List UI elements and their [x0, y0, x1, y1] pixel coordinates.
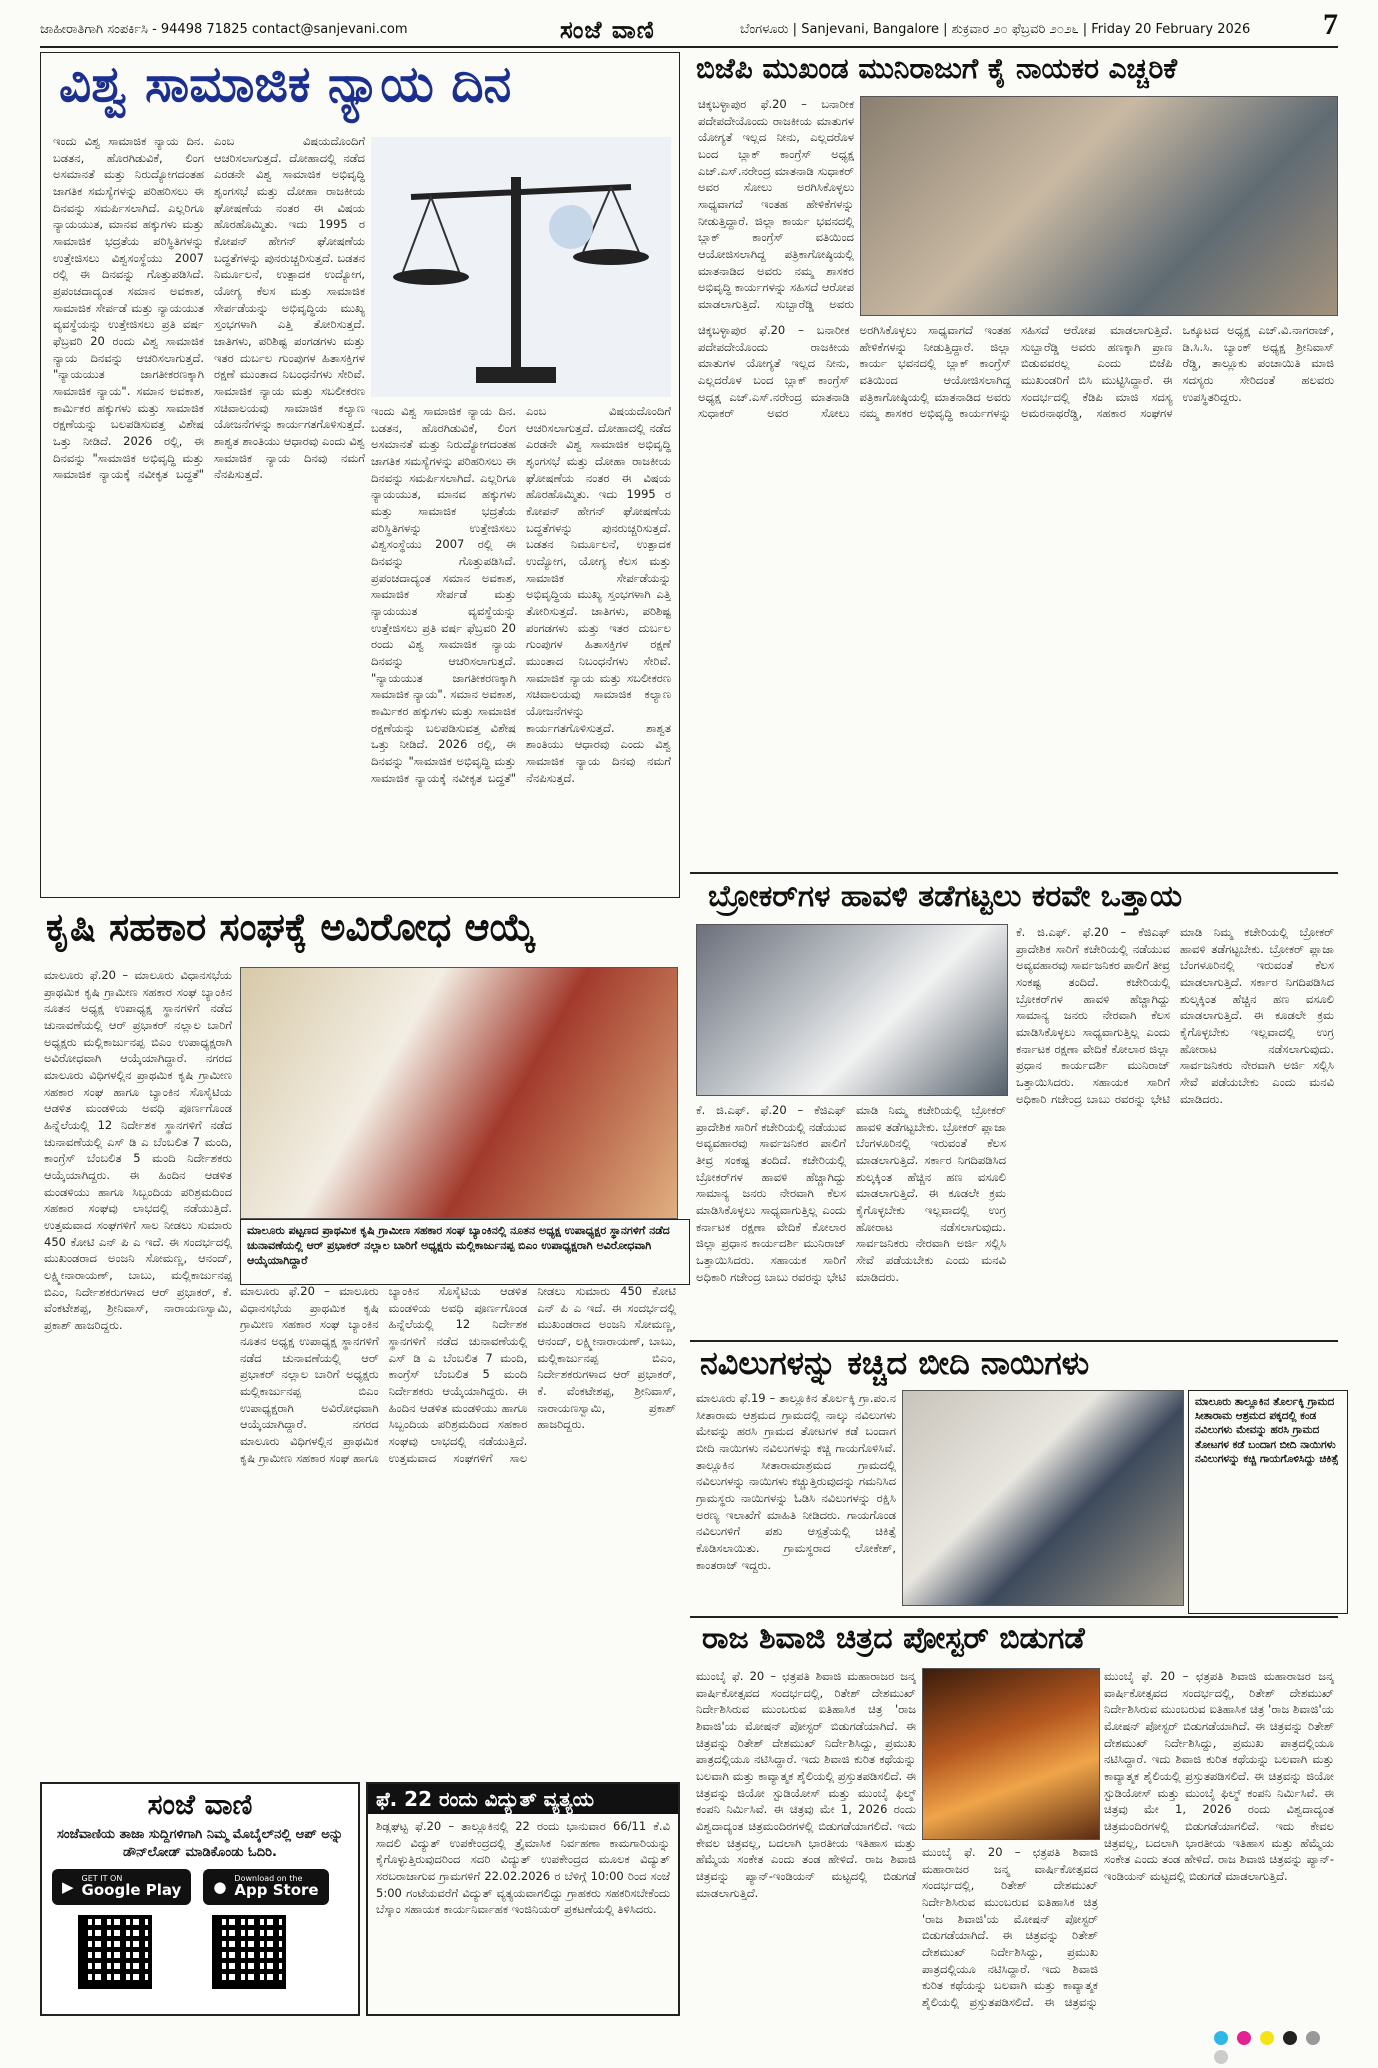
article-krishi — [40, 905, 680, 1775]
scale-illustration — [371, 137, 671, 397]
apple-icon: ● — [213, 1878, 227, 1897]
article-peacock — [690, 1340, 1338, 1610]
masthead-dateline: ಬೆಂಗಳೂರು | Sanjevani, Bangalore | ಶುಕ್ರವಾರ ೨೦ ಫೆಬ್ರವರಿ ೨೦೨೬ | Friday 20 February 2026 — [740, 22, 1251, 37]
headline-shivaji: ರಾಜ ಶಿವಾಜಿ ಚಿತ್ರದ ಪೋಸ್ಟರ್ ಬಿಡುಗಡೆ — [690, 1616, 1338, 1659]
light-grey-dot — [1214, 2050, 1228, 2064]
body-broker-right: ಕೆ. ಜಿ.ಎಫ್. ಫೆ.20 – ಕೆಜಿಎಫ್ ಪ್ರಾದೇಶಿಕ ಸಾರಿಗೆ ಕಚೇರಿಯಲ್ಲಿ ನಡೆಯುವ ಅವ್ಯವಹಾರವು ಸಾರ್ವಜನಿಕರ ಪಾಲಿಗೆ ತೀವ್ರ ಸಂಕಷ್ಟ ತಂದಿದೆ. ಕಚೇರಿಯಲ್ಲಿ ಬ್ರೋಕರ್‌ಗಳ ಹಾವಳಿ ಹೆಚ್ಚಾಗಿದ್ದು ಸಾಮಾನ್ಯ ಜನರು ನೇರವಾಗಿ ಕೆಲಸ ಮಾಡಿಸಿಕೊಳ್ಳಲು ಸಾಧ್ಯವಾಗುತ್ತಿಲ್ಲ ಎಂದು ಕರ್ನಾಟಕ ರಕ್ಷಣಾ ವೇದಿಕೆ ಕೋಲಾರ ಜಿಲ್ಲಾ ಪ್ರಧಾನ ಕಾರ್ಯದರ್ಶಿ ಮುನಿರಾಜ್ ಒತ್ತಾಯಿಸಿದರು. ಸಹಾಯಕ ಸಾರಿಗೆ ಅಧಿಕಾರಿ ಗಜೇಂದ್ರ ಬಾಬು ರವರನ್ನು ಭೇಟಿ ಮಾಡಿ ನಿಮ್ಮ ಕಚೇರಿಯಲ್ಲಿ ಬ್ರೋಕರ್ ಹಾವಳಿ ತಡೆಗಟ್ಟಬೇಕು. ಬ್ರೋಕರ್ ಪ್ಲಾಜಾ ಬೆಂಗಳೂರಿನಲ್ಲಿ ಇರುವಂತೆ ಕೆಲಸ ಮಾಡಲಾಗುತ್ತಿದೆ. ಸರ್ಕಾರ ನಿಗದಿಪಡಿಸಿದ ಶುಲ್ಕಕ್ಕಿಂತ ಹೆಚ್ಚಿನ ಹಣ ವಸೂಲಿ ಮಾಡಲಾಗುತ್ತಿದೆ. ಈ ಕೂಡಲೇ ಕ್ರಮ ಕೈಗೊಳ್ಳಬೇಕು ಇಲ್ಲವಾದಲ್ಲಿ ಉಗ್ರ ಹೋರಾಟ ನಡೆಸಲಾಗುವುದು. ಸಾರ್ವಜನಿಕರು ನೇರವಾಗಿ ಅರ್ಜಿ ಸಲ್ಲಿಸಿ ಸೇವೆ ಪಡೆಯಬೇಕು ಎಂದು ಮನವಿ ಮಾಡಿದರು. — [1016, 925, 1334, 1106]
body-krishi-left: ಮಾಲೂರು ಫೆ.20 – ಮಾಲೂರು ವಿಧಾನಸಭೆಯ ಪ್ರಾಥಮಿಕ ಕೃಷಿ ಗ್ರಾಮೀಣ ಸಹಕಾರ ಸಂಘ ಬ್ಯಾಂಕಿನ ನೂತನ ಅಧ್ಯಕ್ಷ ಉಪಾಧ್ಯಕ್ಷ ಸ್ಥಾನಗಳಿಗೆ ನಡೆದ ಚುನಾವಣೆಯಲ್ಲಿ ಆರ್ ಪ್ರಭಾಕರ್ ನಲ್ಲಾಲ ಬಾರಿಗೆ ಅಧ್ಯಕ್ಷರು ಮಲ್ಲಿಕಾರ್ಜುನಪ್ಪ ಬಿಎಂ ಉಪಾಧ್ಯಕ್ಷರಾಗಿ ಅವಿರೋಧವಾಗಿ ಆಯ್ಕೆಯಾಗಿದ್ದಾರೆ. ನಗರದ ಮಾಲೂರು ವಿಧಿಗಳಲ್ಲಿನ ಪ್ರಾಥಮಿಕ ಕೃಷಿ ಗ್ರಾಮೀಣ ಸಹಕಾರ ಸಂಘ ಹಾಗೂ ಬ್ಯಾಂಕಿನ ಸೊಸೈಟಿಯ ಆಡಳಿತ ಮಂಡಳಿಯ ಅವಧಿ ಪೂರ್ಣಗೊಂಡ ಹಿನ್ನೆಲೆಯಲ್ಲಿ 12 ನಿರ್ದೇಶಕ ಸ್ಥಾನಗಳಿಗೆ ನಡೆದ ಚುನಾವಣೆಯಲ್ಲಿ ಎಸ್ ಡಿ ಎ ಬೆಂಬಲಿತ 7 ಮಂದಿ, ಕಾಂಗ್ರೆಸ್ ಬೆಂಬಲಿತ 5 ಮಂದಿ ನಿರ್ದೇಶಕರು ಆಯ್ಕೆಯಾಗಿದ್ದರು. ಈ ಹಿಂದಿನ ಆಡಳಿತ ಮಂಡಳಿಯು ಹಾಗೂ ಸಿಬ್ಬಂದಿಯ ಪರಿಶ್ರಮದಿಂದ ಸಹಕಾರ ಸಂಘವು ಲಾಭದಲ್ಲಿ ನಡೆಯುತ್ತಿದೆ. ಉತ್ತಮವಾದ ಸಂಘಗಳಿಗೆ ಸಾಲ ನೀಡಲು ಸುಮಾರು 450 ಕೋಟಿ ಎನ್ ಪಿ ಎ ಇದೆ. ಈ ಸಂದರ್ಭದಲ್ಲಿ ಮುಖಂಡರಾದ ಅಂಜನಿ ಸೋಮಣ್ಣ, ಆನಂದ್, ಲಕ್ಷ್ಮೀನಾರಾಯಣ್, ಬಾಬು, ಮಲ್ಲಿಕಾರ್ಜುನಪ್ಪ ಬಿಎಂ, ನಿರ್ದೇಶಕರುಗಳಾದ ಆರ್ ಪ್ರಭಾಕರ್, ಕೆ. ವೆಂಕಟೇಶಪ್ಪ, ಶ್ರೀನಿವಾಸ್, ನಾರಾಯಣಸ್ವಾಮಿ, ಪ್ರಕಾಶ್ ಹಾಜರಿದ್ದರು. — [44, 968, 232, 1333]
headline-broker: ಬ್ರೋಕರ್‌ಗಳ ಹಾವಳಿ ತಡೆಗಟ್ಟಲು ಕರವೇ ಒತ್ತಾಯ — [690, 872, 1338, 919]
caption-krishi: ಮಾಲೂರು ಪಟ್ಟಣದ ಪ್ರಾಥಮಿಕ ಕೃಷಿ ಗ್ರಾಮೀಣ ಸಹಕಾರ ಸಂಘ ಬ್ಯಾಂಕಿನಲ್ಲಿ ನೂತನ ಅಧ್ಯಕ್ಷ ಉಪಾಧ್ಯಕ್ಷರ ಸ್ಥಾನಗಳಿಗೆ ನಡೆದ ಚುನಾವಣೆಯಲ್ಲಿ ಆರ್ ಪ್ರಭಾಕರ್ ನಲ್ಲಾಲ ಬಾರಿಗೆ ಅಧ್ಯಕ್ಷರು ಮಲ್ಲಿಕಾರ್ಜುನಪ್ಪ ಬಿಎಂ ಉಪಾಧ್ಯಕ್ಷರಾಗಿ ಅವಿರೋಧವಾಗಿ ಆಯ್ಕೆಯಾಗಿದ್ದಾರೆ — [240, 1219, 690, 1285]
headline-social-justice: ವಿಶ್ವ ಸಾಮಾಜಿಕ ನ್ಯಾಯ ದಿನ — [59, 55, 512, 113]
cyan-dot — [1214, 2031, 1228, 2045]
body-shivaji-left: ಮುಂಬೈ ಫೆ. 20 – ಛತ್ರಪತಿ ಶಿವಾಜಿ ಮಹಾರಾಜರ ಜನ್ಮ ವಾರ್ಷಿಕೋತ್ಸವದ ಸಂದರ್ಭದಲ್ಲಿ, ರಿತೇಶ್ ದೇಶಮುಖ್ ನಿರ್ದೇಶಿಸಿರುವ ಮುಂಬರುವ ಐತಿಹಾಸಿಕ ಚಿತ್ರ 'ರಾಜ ಶಿವಾಜಿ'ಯ ಮೋಷನ್ ಪೋಸ್ಟರ್ ಬಿಡುಗಡೆಯಾಗಿದೆ. ಈ ಚಿತ್ರವನ್ನು ರಿತೇಶ್ ದೇಶಮುಖ್ ನಿರ್ದೇಶಿಸಿದ್ದು, ಪ್ರಮುಖ ಪಾತ್ರದಲ್ಲಿಯೂ ನಟಿಸಿದ್ದಾರೆ. ಇದು ಶಿವಾಜಿ ಕುರಿತ ಕಥೆಯನ್ನು ಬಲವಾಗಿ ಮತ್ತು ಕಾವ್ಯಾತ್ಮಕ ಶೈಲಿಯಲ್ಲಿ ಪ್ರಸ್ತುತಪಡಿಸಲಿದೆ. ಈ ಚಿತ್ರವನ್ನು ಜಿಯೋ ಸ್ಟುಡಿಯೋಸ್ ಮತ್ತು ಮುಂಬೈ ಫಿಲ್ಮ್ ಕಂಪನಿ ನಿರ್ಮಿಸಿವೆ. ಈ ಚಿತ್ರವು ಮೇ 1, 2026 ರಂದು ವಿಶ್ವದಾದ್ಯಂತ ಚಿತ್ರಮಂದಿರಗಳಲ್ಲಿ ಬಿಡುಗಡೆಯಾಗಲಿದೆ. ಇದು ಕೇವಲ ಚಿತ್ರವಲ್ಲ, ಬದಲಾಗಿ ಭಾರತೀಯ ಇತಿಹಾಸ ಮತ್ತು ಹೆಮ್ಮೆಯ ಸಂಕೇತ ಎಂದು ತಂಡ ಹೇಳಿದೆ. ರಾಜ ಶಿವಾಜಿ ಚಿತ್ರವನ್ನು ಪ್ಯಾನ್-ಇಂಡಿಯನ್ ಮಟ್ಟದಲ್ಲಿ ಬಿಡುಗಡೆ ಮಾಡಲಾಗುತ್ತಿದೆ. — [696, 1669, 916, 1900]
play-icon: ▶ — [62, 1878, 74, 1897]
body-shivaji-right: ಮುಂಬೈ ಫೆ. 20 – ಛತ್ರಪತಿ ಶಿವಾಜಿ ಮಹಾರಾಜರ ಜನ್ಮ ವಾರ್ಷಿಕೋತ್ಸವದ ಸಂದರ್ಭದಲ್ಲಿ, ರಿತೇಶ್ ದೇಶಮುಖ್ ನಿರ್ದೇಶಿಸಿರುವ ಮುಂಬರುವ ಐತಿಹಾಸಿಕ ಚಿತ್ರ 'ರಾಜ ಶಿವಾಜಿ'ಯ ಮೋಷನ್ ಪೋಸ್ಟರ್ ಬಿಡುಗಡೆಯಾಗಿದೆ. ಈ ಚಿತ್ರವನ್ನು ರಿತೇಶ್ ದೇಶಮುಖ್ ನಿರ್ದೇಶಿಸಿದ್ದು, ಪ್ರಮುಖ ಪಾತ್ರದಲ್ಲಿಯೂ ನಟಿಸಿದ್ದಾರೆ. ಇದು ಶಿವಾಜಿ ಕುರಿತ ಕಥೆಯನ್ನು ಬಲವಾಗಿ ಮತ್ತು ಕಾವ್ಯಾತ್ಮಕ ಶೈಲಿಯಲ್ಲಿ ಪ್ರಸ್ತುತಪಡಿಸಲಿದೆ. ಈ ಚಿತ್ರವನ್ನು ಜಿಯೋ ಸ್ಟುಡಿಯೋಸ್ ಮತ್ತು ಮುಂಬೈ ಫಿಲ್ಮ್ ಕಂಪನಿ ನಿರ್ಮಿಸಿವೆ. ಈ ಚಿತ್ರವು ಮೇ 1, 2026 ರಂದು ವಿಶ್ವದಾದ್ಯಂತ ಚಿತ್ರಮಂದಿರಗಳಲ್ಲಿ ಬಿಡುಗಡೆಯಾಗಲಿದೆ. ಇದು ಕೇವಲ ಚಿತ್ರವಲ್ಲ, ಬದಲಾಗಿ ಭಾರತೀಯ ಇತಿಹಾಸ ಮತ್ತು ಹೆಮ್ಮೆಯ ಸಂಕೇತ ಎಂದು ತಂಡ ಹೇಳಿದೆ. ರಾಜ ಶಿವಾಜಿ ಚಿತ್ರವನ್ನು ಪ್ಯಾನ್-ಇಂಡಿಯನ್ ಮಟ್ಟದಲ್ಲಿ ಬಿಡುಗಡೆ ಮಾಡಲಾಗುತ್ತಿದೆ. — [1104, 1669, 1334, 1884]
newspaper-logo: ಸಂಜೆ ವಾಣಿ — [560, 16, 655, 44]
body-broker-left: ಕೆ. ಜಿ.ಎಫ್. ಫೆ.20 – ಕೆಜಿಎಫ್ ಪ್ರಾದೇಶಿಕ ಸಾರಿಗೆ ಕಚೇರಿಯಲ್ಲಿ ನಡೆಯುವ ಅವ್ಯವಹಾರವು ಸಾರ್ವಜನಿಕರ ಪಾಲಿಗೆ ತೀವ್ರ ಸಂಕಷ್ಟ ತಂದಿದೆ. ಕಚೇರಿಯಲ್ಲಿ ಬ್ರೋಕರ್‌ಗಳ ಹಾವಳಿ ಹೆಚ್ಚಾಗಿದ್ದು ಸಾಮಾನ್ಯ ಜನರು ನೇರವಾಗಿ ಕೆಲಸ ಮಾಡಿಸಿಕೊಳ್ಳಲು ಸಾಧ್ಯವಾಗುತ್ತಿಲ್ಲ ಎಂದು ಕರ್ನಾಟಕ ರಕ್ಷಣಾ ವೇದಿಕೆ ಕೋಲಾರ ಜಿಲ್ಲಾ ಪ್ರಧಾನ ಕಾರ್ಯದರ್ಶಿ ಮುನಿರಾಜ್ ಒತ್ತಾಯಿಸಿದರು. ಸಹಾಯಕ ಸಾರಿಗೆ ಅಧಿಕಾರಿ ಗಜೇಂದ್ರ ಬಾಬು ರವರನ್ನು ಭೇಟಿ ಮಾಡಿ ನಿಮ್ಮ ಕಚೇರಿಯಲ್ಲಿ ಬ್ರೋಕರ್ ಹಾವಳಿ ತಡೆಗಟ್ಟಬೇಕು. ಬ್ರೋಕರ್ ಪ್ಲಾಜಾ ಬೆಂಗಳೂರಿನಲ್ಲಿ ಇರುವಂತೆ ಕೆಲಸ ಮಾಡಲಾಗುತ್ತಿದೆ. ಸರ್ಕಾರ ನಿಗದಿಪಡಿಸಿದ ಶುಲ್ಕಕ್ಕಿಂತ ಹೆಚ್ಚಿನ ಹಣ ವಸೂಲಿ ಮಾಡಲಾಗುತ್ತಿದೆ. ಈ ಕೂಡಲೇ ಕ್ರಮ ಕೈಗೊಳ್ಳಬೇಕು ಇಲ್ಲವಾದಲ್ಲಿ ಉಗ್ರ ಹೋರಾಟ ನಡೆಸಲಾಗುವುದು. ಸಾರ್ವಜನಿಕರು ನೇರವಾಗಿ ಅರ್ಜಿ ಸಲ್ಲಿಸಿ ಸೇವೆ ಪಡೆಯಬೇಕು ಎಂದು ಮನವಿ ಮಾಡಿದರು. — [696, 1103, 1006, 1284]
black-dot — [1283, 2031, 1297, 2045]
article-shivaji — [690, 1616, 1338, 2016]
ad-logo: ಸಂಜೆ ವಾಣಿ — [147, 1788, 253, 1821]
yellow-dot — [1260, 2031, 1274, 2045]
registration-marks — [1210, 2030, 1338, 2048]
body-social-justice-left: ಇಂದು ವಿಶ್ವ ಸಾಮಾಜಿಕ ನ್ಯಾಯ ದಿನ. ಬಡತನ, ಹೊರಗಿಡುವಿಕೆ, ಲಿಂಗ ಅಸಮಾನತೆ ಮತ್ತು ನಿರುದ್ಯೋಗದಂತಹ ಜಾಗತಿಕ ಸಮಸ್ಯೆಗಳನ್ನು ಪರಿಹರಿಸಲು ಈ ದಿನವನ್ನು ಸಮರ್ಪಿಸಲಾಗಿದೆ. ಎಲ್ಲರಿಗೂ ನ್ಯಾಯಯುತ, ಮಾನವ ಹಕ್ಕುಗಳು ಮತ್ತು ಸಾಮಾಜಿಕ ಭದ್ರತೆಯ ಪರಿಸ್ಥಿತಿಗಳನ್ನು ಉತ್ತೇಜಿಸಲು ವಿಶ್ವಸಂಸ್ಥೆಯು 2007 ರಲ್ಲಿ ಈ ದಿನವನ್ನು ಗೊತ್ತುಪಡಿಸಿದೆ. ಪ್ರಪಂಚದಾದ್ಯಂತ ಸಮಾನ ಅವಕಾಶ, ಸಾಮಾಜಿಕ ಸೇರ್ಪಡೆ ಮತ್ತು ನ್ಯಾಯಯುತ ವ್ಯವಸ್ಥೆಯನ್ನು ಉತ್ತೇಜಿಸಲು ಪ್ರತಿ ವರ್ಷ ಫೆಬ್ರವರಿ 20 ರಂದು ವಿಶ್ವ ಸಾಮಾಜಿಕ ನ್ಯಾಯ ದಿನವನ್ನು ಆಚರಿಸಲಾಗುತ್ತದೆ. "ನ್ಯಾಯಯುತ ಜಾಗತೀಕರಣಕ್ಕಾಗಿ ಸಾಮಾಜಿಕ ನ್ಯಾಯ". ಸಮಾನ ಅವಕಾಶ, ಕಾರ್ಮಿಕರ ಹಕ್ಕುಗಳು ಮತ್ತು ಸಾಮಾಜಿಕ ರಕ್ಷಣೆಯನ್ನು ಬಲಪಡಿಸುವತ್ತ ವಿಶೇಷ ಒತ್ತು ನೀಡಿದೆ. 2026 ರಲ್ಲಿ, ಈ ದಿನವನ್ನು "ಸಾಮಾಜಿಕ ಅಭಿವೃದ್ಧಿ ಮತ್ತು ಸಾಮಾಜಿಕ ನ್ಯಾಯಕ್ಕೆ ನವೀಕೃತ ಬದ್ಧತೆ" ಎಂಬ ವಿಷಯದೊಂದಿಗೆ ಆಚರಿಸಲಾಗುತ್ತದೆ. ದೋಹಾದಲ್ಲಿ ನಡೆದ ಎರಡನೇ ವಿಶ್ವ ಸಾಮಾಜಿಕ ಅಭಿವೃದ್ಧಿ ಶೃಂಗಸಭೆ ಮತ್ತು ದೋಹಾ ರಾಜಕೀಯ ಘೋಷಣೆಯ ನಂತರ ಈ ವಿಷಯ ಹೊರಹೊಮ್ಮಿತು. ಇದು 1995 ರ ಕೋಪನ್ ಹೇಗನ್ ಘೋಷಣೆಯ ಬದ್ಧತೆಗಳನ್ನು ಪುನರುಚ್ಚರಿಸುತ್ತದೆ. ಬಡತನ ನಿರ್ಮೂಲನೆ, ಉತ್ಪಾದಕ ಉದ್ಯೋಗ, ಯೋಗ್ಯ ಕೆಲಸ ಮತ್ತು ಸಾಮಾಜಿಕ ಸೇರ್ಪಡೆಯನ್ನು ಅಭಿವೃದ್ಧಿಯ ಮುಖ್ಯ ಸ್ತಂಭಗಳಾಗಿ ಎತ್ತಿ ತೋರಿಸುತ್ತದೆ. ಜಾತಿಗಳು, ಪರಿಶಿಷ್ಟ ಪಂಗಡಗಳು ಮತ್ತು ಇತರ ದುರ್ಬಲ ಗುಂಪುಗಳ ಹಿತಾಸಕ್ತಿಗಳ ರಕ್ಷಣೆ ಮುಂತಾದ ನಿಬಂಧನೆಗಳು ಸೇರಿವೆ. ಸಾಮಾಜಿಕ ನ್ಯಾಯ ಮತ್ತು ಸಬಲೀಕರಣ ಸಚಿವಾಲಯವು ಸಾಮಾಜಿಕ ಕಲ್ಯಾಣ ಯೋಜನೆಗಳನ್ನು ಕಾರ್ಯಗತಗೊಳಿಸುತ್ತದೆ. ಶಾಶ್ವತ ಶಾಂತಿಯು ಆಧಾರವು ಎಂದು ವಿಶ್ವ ಸಾಮಾಜಿಕ ನ್ಯಾಯ ದಿನವು ನಮಗೆ ನೆನಪಿಸುತ್ತದೆ. — [53, 134, 365, 482]
headline-bjp: ಬಿಜೆಪಿ ಮುಖಂಡ ಮುನಿರಾಜುಗೆ ಕೈ ನಾಯಕರ ಎಚ್ಚರಿಕೆ — [696, 52, 1178, 85]
ad-text: ಸಂಜೆವಾಣಿಯ ತಾಜಾ ಸುದ್ದಿಗಳಿಗಾಗಿ ನಿಮ್ಮ ಮೊಬೈಲ್‌ನಲ್ಲಿ ಆಪ್ ಅನ್ನು ಡೌನ್‌ಲೋಡ್ ಮಾಡಿಕೊಂಡು ಓದಿರಿ. — [56, 1827, 343, 1860]
article-bjp — [690, 52, 1338, 872]
article-social-justice — [40, 52, 680, 898]
magenta-dot — [1237, 2031, 1251, 2045]
peacock-photo — [902, 1390, 1184, 1606]
headline-power-cut: ಫೆ. 22 ರಂದು ವಿದ್ಯುತ್ ವ್ಯತ್ಯಯ — [368, 1784, 678, 1814]
app-download-ad — [40, 1782, 360, 2016]
press-meet-photo — [860, 96, 1338, 316]
google-play-button[interactable] — [52, 1869, 191, 1905]
shivaji-poster-photo — [922, 1668, 1100, 1840]
body-social-justice-right: ಇಂದು ವಿಶ್ವ ಸಾಮಾಜಿಕ ನ್ಯಾಯ ದಿನ. ಬಡತನ, ಹೊರಗಿಡುವಿಕೆ, ಲಿಂಗ ಅಸಮಾನತೆ ಮತ್ತು ನಿರುದ್ಯೋಗದಂತಹ ಜಾಗತಿಕ ಸಮಸ್ಯೆಗಳನ್ನು ಪರಿಹರಿಸಲು ಈ ದಿನವನ್ನು ಸಮರ್ಪಿಸಲಾಗಿದೆ. ಎಲ್ಲರಿಗೂ ನ್ಯಾಯಯುತ, ಮಾನವ ಹಕ್ಕುಗಳು ಮತ್ತು ಸಾಮಾಜಿಕ ಭದ್ರತೆಯ ಪರಿಸ್ಥಿತಿಗಳನ್ನು ಉತ್ತೇಜಿಸಲು ವಿಶ್ವಸಂಸ್ಥೆಯು 2007 ರಲ್ಲಿ ಈ ದಿನವನ್ನು ಗೊತ್ತುಪಡಿಸಿದೆ. ಪ್ರಪಂಚದಾದ್ಯಂತ ಸಮಾನ ಅವಕಾಶ, ಸಾಮಾಜಿಕ ಸೇರ್ಪಡೆ ಮತ್ತು ನ್ಯಾಯಯುತ ವ್ಯವಸ್ಥೆಯನ್ನು ಉತ್ತೇಜಿಸಲು ಪ್ರತಿ ವರ್ಷ ಫೆಬ್ರವರಿ 20 ರಂದು ವಿಶ್ವ ಸಾಮಾಜಿಕ ನ್ಯಾಯ ದಿನವನ್ನು ಆಚರಿಸಲಾಗುತ್ತದೆ. "ನ್ಯಾಯಯುತ ಜಾಗತೀಕರಣಕ್ಕಾಗಿ ಸಾಮಾಜಿಕ ನ್ಯಾಯ". ಸಮಾನ ಅವಕಾಶ, ಕಾರ್ಮಿಕರ ಹಕ್ಕುಗಳು ಮತ್ತು ಸಾಮಾಜಿಕ ರಕ್ಷಣೆಯನ್ನು ಬಲಪಡಿಸುವತ್ತ ವಿಶೇಷ ಒತ್ತು ನೀಡಿದೆ. 2026 ರಲ್ಲಿ, ಈ ದಿನವನ್ನು "ಸಾಮಾಜಿಕ ಅಭಿವೃದ್ಧಿ ಮತ್ತು ಸಾಮಾಜಿಕ ನ್ಯಾಯಕ್ಕೆ ನವೀಕೃತ ಬದ್ಧತೆ" ಎಂಬ ವಿಷಯದೊಂದಿಗೆ ಆಚರಿಸಲಾಗುತ್ತದೆ. ದೋಹಾದಲ್ಲಿ ನಡೆದ ಎರಡನೇ ವಿಶ್ವ ಸಾಮಾಜಿಕ ಅಭಿವೃದ್ಧಿ ಶೃಂಗಸಭೆ ಮತ್ತು ದೋಹಾ ರಾಜಕೀಯ ಘೋಷಣೆಯ ನಂತರ ಈ ವಿಷಯ ಹೊರಹೊಮ್ಮಿತು. ಇದು 1995 ರ ಕೋಪನ್ ಹೇಗನ್ ಘೋಷಣೆಯ ಬದ್ಧತೆಗಳನ್ನು ಪುನರುಚ್ಚರಿಸುತ್ತದೆ. ಬಡತನ ನಿರ್ಮೂಲನೆ, ಉತ್ಪಾದಕ ಉದ್ಯೋಗ, ಯೋಗ್ಯ ಕೆಲಸ ಮತ್ತು ಸಾಮಾಜಿಕ ಸೇರ್ಪಡೆಯನ್ನು ಅಭಿವೃದ್ಧಿಯ ಮುಖ್ಯ ಸ್ತಂಭಗಳಾಗಿ ಎತ್ತಿ ತೋರಿಸುತ್ತದೆ. ಜಾತಿಗಳು, ಪರಿಶಿಷ್ಟ ಪಂಗಡಗಳು ಮತ್ತು ಇತರ ದುರ್ಬಲ ಗುಂಪುಗಳ ಹಿತಾಸಕ್ತಿಗಳ ರಕ್ಷಣೆ ಮುಂತಾದ ನಿಬಂಧನೆಗಳು ಸೇರಿವೆ. ಸಾಮಾಜಿಕ ನ್ಯಾಯ ಮತ್ತು ಸಬಲೀಕರಣ ಸಚಿವಾಲಯವು ಸಾಮಾಜಿಕ ಕಲ್ಯಾಣ ಯೋಜನೆಗಳನ್ನು ಕಾರ್ಯಗತಗೊಳಿಸುತ್ತದೆ. ಶಾಶ್ವತ ಶಾಂತಿಯು ಆಧಾರವು ಎಂದು ವಿಶ್ವ ಸಾಮಾಜಿಕ ನ್ಯಾಯ ದಿನವು ನಮಗೆ ನೆನಪಿಸುತ್ತದೆ. — [371, 404, 671, 785]
body-peacock: ಮಾಲೂರು ಫೆ.19 – ತಾಲ್ಲೂಕಿನ ತೊರ್ಲಕ್ಕಿ ಗ್ರಾ.ಪಂ.ನ ಸೀತಾರಾಮ ಆಶ್ರಮದ ಗ್ರಾಮದಲ್ಲಿ ನಾಲ್ಕು ನವಿಲುಗಳು ಮೇವನ್ನು ಹರಸಿ ಗ್ರಾಮದ ತೋಟಗಳ ಕಡೆ ಬಂದಾಗ ಬೀದಿ ನಾಯಿಗಳು ನವಿಲುಗಳನ್ನು ಕಚ್ಚಿ ಗಾಯಗೊಳಿಸಿವೆ. ತಾಲ್ಲೂಕಿನ ಸೀತಾರಾಮಾಶ್ರಮದ ಗ್ರಾಮದಲ್ಲಿ ನವಿಲುಗಳನ್ನು ನಾಯಿಗಳು ಕಚ್ಚುತ್ತಿರುವುದನ್ನು ಗಮನಿಸಿದ ಗ್ರಾಮಸ್ಥರು ನಾಯಿಗಳನ್ನು ಓಡಿಸಿ ನವಿಲುಗಳನ್ನು ರಕ್ಷಿಸಿ ಅರಣ್ಯ ಇಲಾಖೆಗೆ ಮಾಹಿತಿ ನೀಡಿದರು. ಗಾಯಗೊಂಡ ನವಿಲುಗಳಿಗೆ ಪಶು ಆಸ್ಪತ್ರೆಯಲ್ಲಿ ಚಿಕಿತ್ಸೆ ಕೊಡಿಸಲಾಯಿತು. ಗ್ರಾಮಸ್ಥರಾದ ಲೋಕೇಶ್, ಕಾಂತರಾಜ್ ಇದ್ದರು. — [696, 1391, 896, 1572]
google-play-top-label: GET IT ON — [81, 1874, 123, 1884]
page-number: 7 — [1323, 8, 1338, 41]
grey-dot — [1306, 2031, 1320, 2045]
body-power-cut: ಶಿಡ್ಲಘಟ್ಟ ಫೆ.20 – ತಾಲ್ಲೂಕಿನಲ್ಲಿ 22 ರಂದು ಭಾನುವಾರ 66/11 ಕೆ.ವಿ ಸಾದಲಿ ವಿದ್ಯುತ್ ಉಪಕೇಂದ್ರದಲ್ಲಿ ತ್ರೈಮಾಸಿಕ ನಿರ್ವಹಣಾ ಕಾಮಗಾರಿಯನ್ನು ಕೈಗೊಳ್ಳುತ್ತಿರುವುದರಿಂದ ಸದರಿ ವಿದ್ಯುತ್ ಉಪಕೇಂದ್ರದ ಮೂಲಕ ವಿದ್ಯುತ್ ಸರಬರಾಜಾಗುವ ಗ್ರಾಮಗಳಿಗೆ 22.02.2026 ರ ಬೆಳಿಗ್ಗೆ 10:00 ರಿಂದ ಸಂಜೆ 5:00 ಗಂಟೆಯವರೆಗೆ ವಿದ್ಯುತ್ ವ್ಯತ್ಯಯವಾಗಲಿದ್ದು ಗ್ರಾಹಕರು ಸಹಕರಿಸಬೇಕೆಂದು ಬೆಸ್ಕಾಂ ಸಹಾಯಕ ಕಾರ್ಯನಿರ್ವಾಹಕ ಇಂಜಿನಿಯರ್ ಪ್ರಕಟಣೆಯಲ್ಲಿ ತಿಳಿಸಿದರು. — [376, 1819, 670, 1917]
masthead-contact: ಜಾಹೀರಾತಿಗಾಗಿ ಸಂಪರ್ಕಿಸಿ - 94498 71825 contact@sanjevani.com — [40, 22, 408, 37]
body-bjp-top: ಚಿಕ್ಕಬಳ್ಳಾಪುರ ಫೆ.20 – ಬನಾರೀಕ ಪದೇಪದೇಯೊಂದು ರಾಜಕೀಯ ಮಾತುಗಳ ಯೋಗ್ಯತೆ ಇಲ್ಲದ ನೀನು, ಎಲ್ಲದರೊಳ ಬಂದ ಬ್ಲಾಕ್ ಕಾಂಗ್ರೆಸ್ ಅಧ್ಯಕ್ಷ ಎಚ್.ಎಸ್.ನರೇಂದ್ರ ಮಾತನಾಡಿ ಸುಧಾಕರ್ ಅವರ ಸೋಲು ಅರಗಿಸಿಕೊಳ್ಳಲು ಸಾಧ್ಯವಾಗದೆ ಇಂತಹ ಹೇಳಿಕೆಗಳನ್ನು ನೀಡುತ್ತಿದ್ದಾರೆ. ಜಿಲ್ಲಾ ಕಾರ್ಯ ಭವನದಲ್ಲಿ ಬ್ಲಾಕ್ ಕಾಂಗ್ರೆಸ್ ವತಿಯಿಂದ ಆಯೋಜಿಸಲಾಗಿದ್ದ ಪತ್ರಿಕಾಗೋಷ್ಠಿಯಲ್ಲಿ ಮಾತನಾಡಿದ ಅವರು ನಮ್ಮ ಶಾಸಕರ ಅಭಿವೃದ್ಧಿ ಕಾರ್ಯಗಳನ್ನು ಸಹಿಸದೆ ಆರೋಪ ಮಾಡಲಾಗುತ್ತಿದೆ. ಸುಬ್ಬಾರೆಡ್ಡಿ ಅವರು — [698, 97, 854, 312]
app-store-top-label: Download on the — [234, 1874, 303, 1884]
body-bjp-bottom: ಚಿಕ್ಕಬಳ್ಳಾಪುರ ಫೆ.20 – ಬನಾರೀಕ ಪದೇಪದೇಯೊಂದು ರಾಜಕೀಯ ಮಾತುಗಳ ಯೋಗ್ಯತೆ ಇಲ್ಲದ ನೀನು, ಎಲ್ಲದರೊಳ ಬಂದ ಬ್ಲಾಕ್ ಕಾಂಗ್ರೆಸ್ ಅಧ್ಯಕ್ಷ ಎಚ್.ಎಸ್.ನರೇಂದ್ರ ಮಾತನಾಡಿ ಸುಧಾಕರ್ ಅವರ ಸೋಲು ಅರಗಿಸಿಕೊಳ್ಳಲು ಸಾಧ್ಯವಾಗದೆ ಇಂತಹ ಹೇಳಿಕೆಗಳನ್ನು ನೀಡುತ್ತಿದ್ದಾರೆ. ಜಿಲ್ಲಾ ಕಾರ್ಯ ಭವನದಲ್ಲಿ ಬ್ಲಾಕ್ ಕಾಂಗ್ರೆಸ್ ವತಿಯಿಂದ ಆಯೋಜಿಸಲಾಗಿದ್ದ ಪತ್ರಿಕಾಗೋಷ್ಠಿಯಲ್ಲಿ ಮಾತನಾಡಿದ ಅವರು ನಮ್ಮ ಶಾಸಕರ ಅಭಿವೃದ್ಧಿ ಕಾರ್ಯಗಳನ್ನು ಸಹಿಸದೆ ಆರೋಪ ಮಾಡಲಾಗುತ್ತಿದೆ. ಸುಬ್ಬಾರೆಡ್ಡಿ ಅವರು ಹಣಕ್ಕಾಗಿ ಪ್ರಾಣ ಬಿಡುವವರಲ್ಲ ಎಂದು ಬಿಜೆಪಿ ಮುಖಂಡರಿಗೆ ಬಿಸಿ ಮುಟ್ಟಿಸಿದ್ದಾರೆ. ಈ ಸಂದರ್ಭದಲ್ಲಿ ಕೆಡಿಪಿ ಮಾಜಿ ಸದಸ್ಯ ಅಮರನಾಥರೆಡ್ಡಿ, ಸಹಕಾರ ಸಂಘಗಳ ಒಕ್ಕೂಟದ ಅಧ್ಯಕ್ಷ ಎಚ್.ವಿ.ನಾಗರಾಜ್, ಡಿ.ಸಿ.ಸಿ. ಬ್ಯಾಂಕ್ ಅಧ್ಯಕ್ಷ ಶ್ರೀನಿವಾಸ್ ರೆಡ್ಡಿ, ತಾಲ್ಲೂಕು ಪಂಚಾಯಿತಿ ಮಾಜಿ ಸದಸ್ಯರು ಸೇರಿದಂತೆ ಹಲವರು ಉಪಸ್ಥಿತರಿದ್ದರು. — [698, 323, 1334, 421]
body-krishi-right: ಮಾಲೂರು ಫೆ.20 – ಮಾಲೂರು ವಿಧಾನಸಭೆಯ ಪ್ರಾಥಮಿಕ ಕೃಷಿ ಗ್ರಾಮೀಣ ಸಹಕಾರ ಸಂಘ ಬ್ಯಾಂಕಿನ ನೂತನ ಅಧ್ಯಕ್ಷ ಉಪಾಧ್ಯಕ್ಷ ಸ್ಥಾನಗಳಿಗೆ ನಡೆದ ಚುನಾವಣೆಯಲ್ಲಿ ಆರ್ ಪ್ರಭಾಕರ್ ನಲ್ಲಾಲ ಬಾರಿಗೆ ಅಧ್ಯಕ್ಷರು ಮಲ್ಲಿಕಾರ್ಜುನಪ್ಪ ಬಿಎಂ ಉಪಾಧ್ಯಕ್ಷರಾಗಿ ಅವಿರೋಧವಾಗಿ ಆಯ್ಕೆಯಾಗಿದ್ದಾರೆ. ನಗರದ ಮಾಲೂರು ವಿಧಿಗಳಲ್ಲಿನ ಪ್ರಾಥಮಿಕ ಕೃಷಿ ಗ್ರಾಮೀಣ ಸಹಕಾರ ಸಂಘ ಹಾಗೂ ಬ್ಯಾಂಕಿನ ಸೊಸೈಟಿಯ ಆಡಳಿತ ಮಂಡಳಿಯ ಅವಧಿ ಪೂರ್ಣಗೊಂಡ ಹಿನ್ನೆಲೆಯಲ್ಲಿ 12 ನಿರ್ದೇಶಕ ಸ್ಥಾನಗಳಿಗೆ ನಡೆದ ಚುನಾವಣೆಯಲ್ಲಿ ಎಸ್ ಡಿ ಎ ಬೆಂಬಲಿತ 7 ಮಂದಿ, ಕಾಂಗ್ರೆಸ್ ಬೆಂಬಲಿತ 5 ಮಂದಿ ನಿರ್ದೇಶಕರು ಆಯ್ಕೆಯಾಗಿದ್ದರು. ಈ ಹಿಂದಿನ ಆಡಳಿತ ಮಂಡಳಿಯು ಹಾಗೂ ಸಿಬ್ಬಂದಿಯ ಪರಿಶ್ರಮದಿಂದ ಸಹಕಾರ ಸಂಘವು ಲಾಭದಲ್ಲಿ ನಡೆಯುತ್ತಿದೆ. ಉತ್ತಮವಾದ ಸಂಘಗಳಿಗೆ ಸಾಲ ನೀಡಲು ಸುಮಾರು 450 ಕೋಟಿ ಎನ್ ಪಿ ಎ ಇದೆ. ಈ ಸಂದರ್ಭದಲ್ಲಿ ಮುಖಂಡರಾದ ಅಂಜನಿ ಸೋಮಣ್ಣ, ಆನಂದ್, ಲಕ್ಷ್ಮೀನಾರಾಯಣ್, ಬಾಬು, ಮಲ್ಲಿಕಾರ್ಜುನಪ್ಪ ಬಿಎಂ, ನಿರ್ದೇಶಕರುಗಳಾದ ಆರ್ ಪ್ರಭಾಕರ್, ಕೆ. ವೆಂಕಟೇಶಪ್ಪ, ಶ್ರೀನಿವಾಸ್, ನಾರಾಯಣಸ್ವಾಮಿ, ಪ್ರಕಾಶ್ ಹಾಜರಿದ್ದರು. — [240, 1284, 676, 1465]
body-shivaji-mid: ಮುಂಬೈ ಫೆ. 20 – ಛತ್ರಪತಿ ಶಿವಾಜಿ ಮಹಾರಾಜರ ಜನ್ಮ ವಾರ್ಷಿಕೋತ್ಸವದ ಸಂದರ್ಭದಲ್ಲಿ, ರಿತೇಶ್ ದೇಶಮುಖ್ ನಿರ್ದೇಶಿಸಿರುವ ಮುಂಬರುವ ಐತಿಹಾಸಿಕ ಚಿತ್ರ 'ರಾಜ ಶಿವಾಜಿ'ಯ ಮೋಷನ್ ಪೋಸ್ಟರ್ ಬಿಡುಗಡೆಯಾಗಿದೆ. ಈ ಚಿತ್ರವನ್ನು ರಿತೇಶ್ ದೇಶಮುಖ್ ನಿರ್ದೇಶಿಸಿದ್ದು, ಪ್ರಮುಖ ಪಾತ್ರದಲ್ಲಿಯೂ ನಟಿಸಿದ್ದಾರೆ. ಇದು ಶಿವಾಜಿ ಕುರಿತ ಕಥೆಯನ್ನು ಬಲವಾಗಿ ಮತ್ತು ಕಾವ್ಯಾತ್ಮಕ ಶೈಲಿಯಲ್ಲಿ ಪ್ರಸ್ತುತಪಡಿಸಲಿದೆ. ಈ ಚಿತ್ರವನ್ನು — [922, 1845, 1098, 2010]
app-store-button[interactable] — [203, 1869, 328, 1905]
caption-peacock: ಮಾಲೂರು ತಾಲ್ಲೂಕಿನ ತೊರ್ಲಕ್ಕಿ ಗ್ರಾಮದ ಸೀತಾರಾಮ ಆಶ್ರಮದ ಪಕ್ಕದಲ್ಲಿ ಕಂಡ ನವಿಲುಗಳು ಮೇವನ್ನು ಹರಸಿ ಗ್ರಾಮದ ತೋಟಗಳ ಕಡೆ ಬಂದಾಗ ಬೀದಿ ನಾಯಿಗಳು ನವಿಲುಗಳನ್ನು ಕಚ್ಚಿ ಗಾಯಗೊಳಿಸಿದ್ದು ಚಿಕಿತ್ಸೆ — [1188, 1390, 1348, 1614]
app-store-qr-code[interactable] — [212, 1915, 286, 1989]
justice-scale-icon — [371, 137, 671, 397]
masthead — [40, 8, 1338, 48]
app-store-label: App Store — [234, 1881, 319, 1900]
article-broker — [690, 872, 1338, 1332]
google-play-label: Google Play — [81, 1881, 182, 1900]
rto-office-photo — [696, 924, 1008, 1096]
cooperative-photo — [240, 967, 678, 1219]
headline-krishi: ಕೃಷಿ ಸಹಕಾರ ಸಂಘಕ್ಕೆ ಅವಿರೋಧ ಆಯ್ಕೆ — [46, 905, 536, 949]
google-play-qr-code[interactable] — [78, 1915, 152, 1989]
headline-peacock: ನವಿಲುಗಳನ್ನು ಕಚ್ಚಿದ ಬೀದಿ ನಾಯಿಗಳು — [690, 1340, 1338, 1385]
article-power-cut — [366, 1782, 680, 2016]
